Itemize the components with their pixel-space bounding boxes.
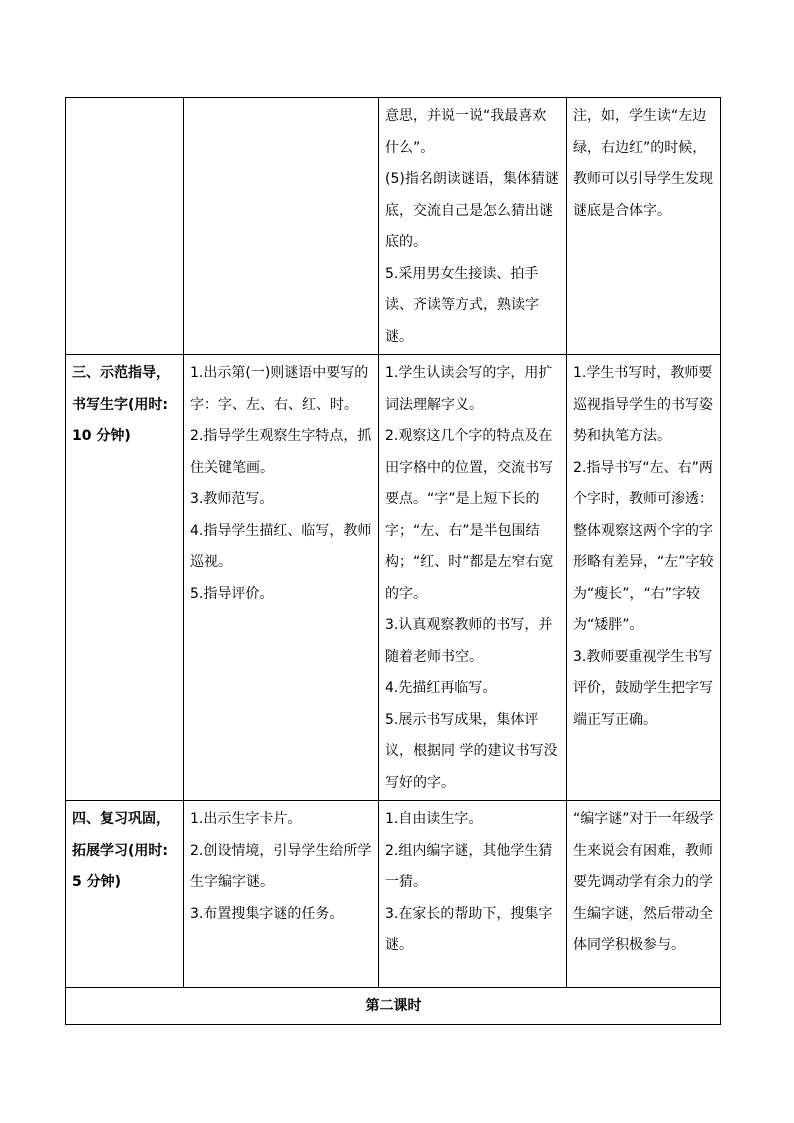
stage-title-line: 拓展学习(用时: [72,842,168,859]
stage-cell [66,355,184,801]
design-note-item: “编字谜”对于一年级学生来说会有困难，教师要先调动学有余力的学生编字谜，然后带动全体同学积极参与。 [573,811,714,953]
teacher-activity-item: 1.出示第(一)则谜语中要写的字：字、左、右、红、时。 [190,365,369,413]
student-activity-item: 1.学生认读会写的字，用扩词法理解字义。 [385,365,553,413]
student-activity-item: 2.观察这几个字的特点及在田字格中的位置，交流书写要点。“字”是上短下长的字；“左、右”是半包围结构；“红、时”都是左窄右宽的字。 [385,428,554,602]
student-activity-item: 3.在家长的帮助下，搜集字谜。 [385,905,553,953]
stage-cell [66,98,184,355]
design-note-item: 2.指导书写“左、右”两个字时，教师可渗透：整体观察这两个字的字形略有差异，“左”字较为“瘦长”，“右”字较为“矮胖”。 [573,459,714,633]
student-activity-item: 3.认真观察教师的书写，并随着老师书空。 [385,617,553,665]
student-activity-cell [379,355,567,801]
stage-cell [66,801,184,988]
student-activity-cell [379,98,567,355]
teacher-activity-cell [184,98,379,355]
student-activity-item: 2.组内编字谜，其他学生猜一猜。 [385,842,553,890]
teacher-activity-item: 5.指导评价。 [190,585,274,602]
student-activity-item: 5.采用男女生接读、拍手读、齐读等方式，熟读字谜。 [385,265,539,345]
teacher-activity-cell [184,801,379,988]
design-note-item: 1.学生书写时，教师要巡视指导学生的书写姿势和执笔方法。 [573,365,713,444]
student-activity-item: 5.展示书写成果，集体评议，根据同 学的建议书写没写好的字。 [385,711,558,791]
student-activity-item: 1.自由读生字。 [385,811,483,827]
design-note-cell [567,801,721,988]
student-activity-cell [379,801,567,988]
teacher-activity-item: 2.指导学生观察生字特点，抓住关键笔画。 [190,428,372,476]
design-note-item: 注，如，学生读“左边绿，右边红”的时候，教师可以引导学生发现谜底是合体字。 [573,108,713,219]
design-note-item: 3.教师要重视学生书写评价，鼓励学生把字写端正写正确。 [573,648,713,728]
table-row [66,355,721,801]
table-row [66,98,721,355]
stage-title-line: 5 分钟) [72,874,122,890]
design-note-cell [567,98,721,355]
stage-title-line: 10 分钟) [72,428,131,444]
teacher-activity-item: 1.出示生字卡片。 [190,811,302,827]
teacher-activity-item: 3.布置搜集字谜的任务。 [190,905,344,922]
teacher-activity-item: 2.创设情境，引导学生给所学生字编字谜。 [190,842,372,890]
teacher-activity-cell [184,355,379,801]
teacher-activity-item: 3.教师范写。 [190,491,274,507]
teacher-activity-item: 4.指导学生描红、临写，教师巡视。 [190,522,372,570]
lesson-plan-table [65,97,721,1025]
student-activity-item: 意思，并说一说“我最喜欢什么”。 [385,108,547,156]
stage-title-line: 四、复习巩固， [72,811,170,827]
lesson-period-heading: 第二课时 [66,988,721,1025]
table-row [66,801,721,988]
stage-title-line: 三、示范指导， [72,365,170,381]
stage-title-line: 书写生字(用时: [72,396,168,413]
design-note-cell [567,355,721,801]
student-activity-item: 4.先描红再临写。 [385,680,497,696]
student-activity-item: (5)指名朗读谜语，集体猜谜底，交流自己是怎么猜出谜底的。 [385,171,559,250]
table-row [66,988,721,1025]
